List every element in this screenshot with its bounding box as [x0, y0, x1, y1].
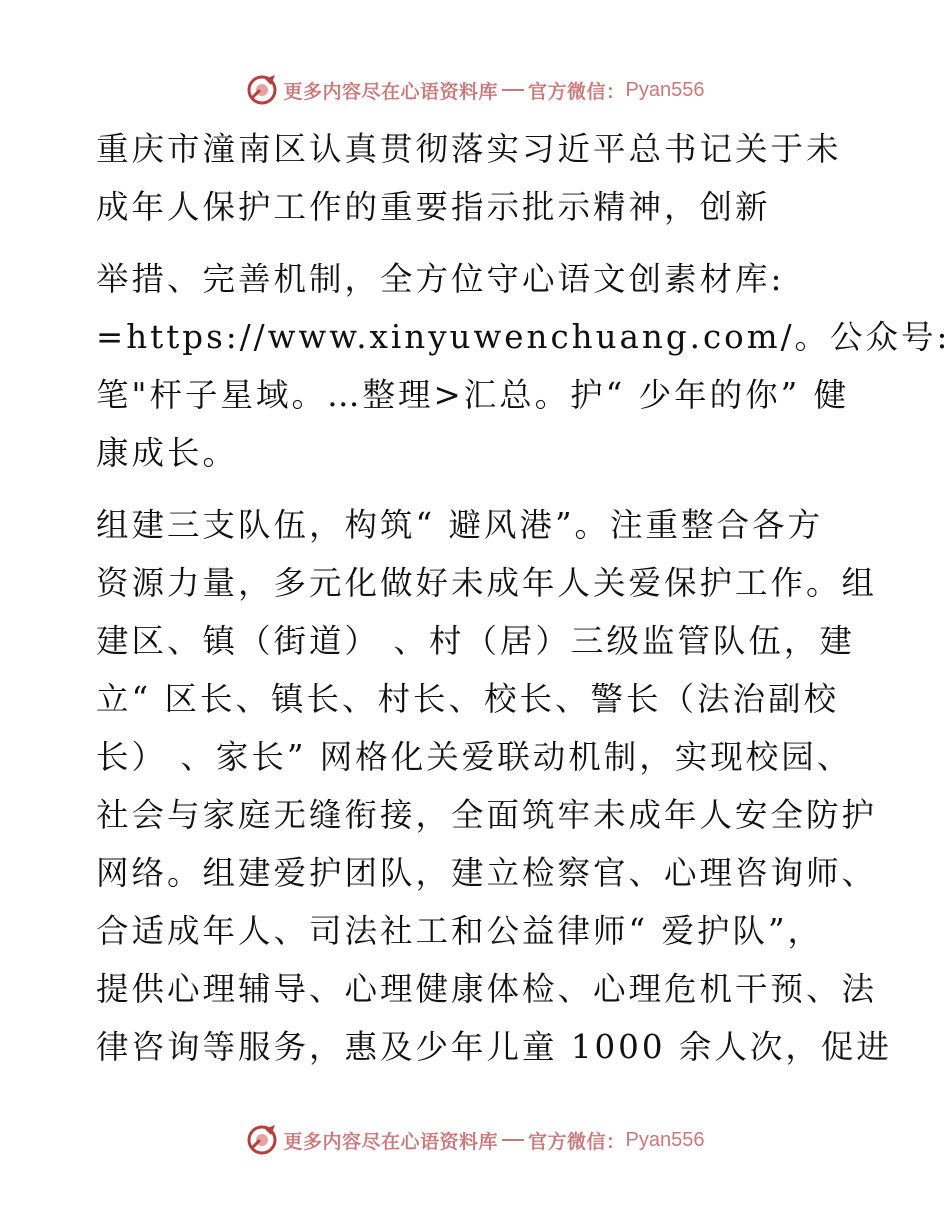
text-line: 律咨询等服务，惠及少年儿童 1000 余人次，促进: [96, 1028, 892, 1066]
text-line: 合适成年人、司法社工和公益律师“ 爱护队”，: [96, 912, 824, 950]
brand-logo-icon: [245, 1123, 279, 1157]
text-line: 资源力量，多元化做好未成年人关爱保护工作。组: [96, 564, 878, 602]
watermark-official-text: 官方微信: [528, 1130, 607, 1153]
text-line: 成年人保护工作的重要指示批示精神，创新: [96, 188, 771, 226]
watermark-dash: [502, 89, 524, 91]
text-line: 长） 、家长” 网格化关爱联动机制，实现校园、: [96, 738, 853, 776]
text-line: 笔"杆子星域。…整理>汇总。护“ 少年的你” 健: [96, 376, 850, 414]
header-watermark: [0, 70, 950, 110]
watermark-dash: [502, 1139, 524, 1141]
text-line: 网络。组建爱护团队，建立检察官、心理咨询师、: [96, 854, 878, 892]
watermark-brand-text: 更多内容尽在心语资料库: [283, 1130, 498, 1153]
document-body: [96, 120, 950, 1076]
text-line: 举措、完善机制，全方位守心语文创素材库:: [96, 260, 785, 298]
text-line: 社会与家庭无缝衔接，全面筑牢未成年人安全防护: [96, 796, 878, 834]
text-line: 重庆市潼南区认真贯彻落实习近平总书记关于未: [96, 130, 842, 168]
text-line: 康成长。: [96, 434, 239, 472]
watermark-colon: ：: [606, 1130, 626, 1153]
text-line: =https://www.xinyuwenchuang.com/。公众号:: [96, 318, 950, 356]
watermark-handle: Pyan556: [625, 1128, 705, 1151]
footer-watermark: [0, 1120, 950, 1160]
paragraph-1: [96, 120, 848, 236]
watermark-brand-text: 更多内容尽在心语资料库: [283, 80, 498, 103]
text-line: 组建三支队伍，构筑“ 避风港”。注重整合各方: [96, 506, 824, 544]
paragraph-2: [96, 250, 950, 482]
watermark-colon: ：: [606, 80, 626, 103]
watermark-official-text: 官方微信: [528, 80, 607, 103]
watermark-handle: Pyan556: [625, 78, 705, 101]
paragraph-3: [96, 496, 892, 1076]
text-line: 提供心理辅导、心理健康体检、心理危机干预、法: [96, 970, 878, 1008]
text-line: 立“ 区长、镇长、村长、校长、警长（法治副校: [96, 680, 839, 718]
text-line: 建区、镇（街道） 、村（居）三级监管队伍，建: [96, 622, 855, 660]
brand-logo-icon: [245, 73, 279, 107]
